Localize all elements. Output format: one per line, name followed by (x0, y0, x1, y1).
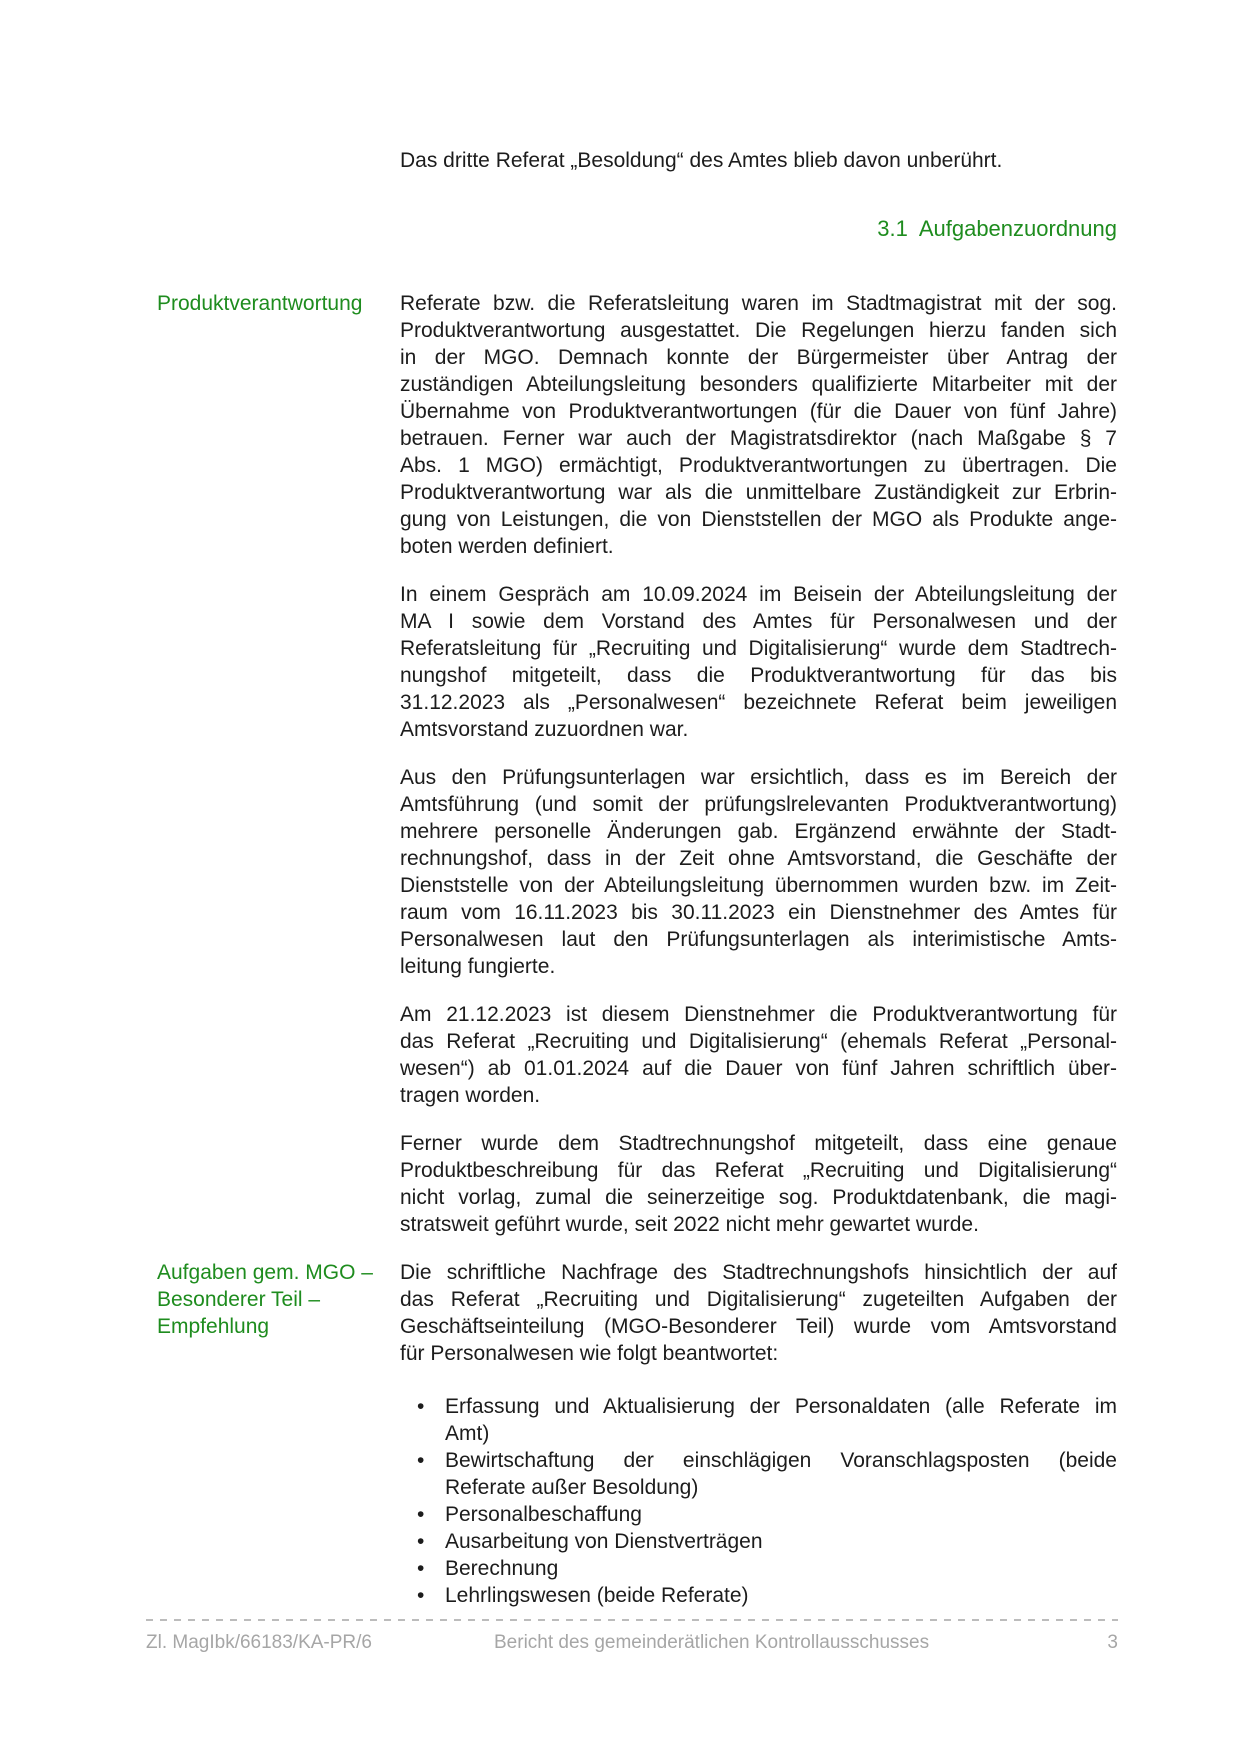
text-line: Personalwesen laut den Prüfungsunterlagen als interimistische Amts- (400, 928, 1117, 951)
footer-divider (146, 1619, 1118, 1621)
text-line: wesen“) ab 01.01.2024 auf die Dauer von fünf Jahren schriftlich über- (400, 1057, 1117, 1080)
bullet-item (400, 1393, 1117, 1447)
text-line: Erfassung und Aktualisierung der Personaldaten (alle Referate im (445, 1395, 1117, 1418)
text-line: Amtsvorstand zuzuordnen war. (400, 718, 689, 741)
page-footer (146, 1619, 1118, 1654)
text-line: Geschäftseinteilung (MGO-Besonderer Teil) wurde vom Amtsvorstand (400, 1315, 1117, 1338)
bullet-item (400, 1447, 1117, 1501)
text-line: raum vom 16.11.2023 bis 30.11.2023 ein Dienstnehmer des Amtes für (400, 901, 1117, 924)
text-line: Produktverantwortung ausgestattet. Die Regelungen hierzu fanden sich (400, 319, 1117, 342)
body-paragraph (400, 1130, 1117, 1238)
text-line: Amt) (445, 1422, 490, 1445)
text-line: Referate bzw. die Referatsleitung waren im Stadtmagistrat mit der sog. (400, 292, 1117, 315)
bullet-item (400, 1528, 1117, 1555)
margin-label-line: Besonderer Teil – (157, 1288, 321, 1311)
text-line: 31.12.2023 als „Personalwesen“ bezeichnete Referat beim jeweiligen (400, 691, 1117, 714)
text-line: Ferner wurde dem Stadtrechnungshof mitgeteilt, dass eine genaue (400, 1132, 1117, 1155)
bullet-item (400, 1501, 1117, 1528)
bullet-icon: • (417, 1395, 425, 1418)
text-line: gung von Leistungen, die von Dienststellen der MGO als Produkte ange- (400, 508, 1117, 531)
text-line: Berechnung (445, 1557, 559, 1580)
text-line: Am 21.12.2023 ist diesem Dienstnehmer die Produktverantwortung für (400, 1003, 1117, 1026)
text-line: Amtsführung (und somit der prüfungslrelevanten Produktverantwortung) (400, 793, 1117, 816)
text-line: nicht vorlag, zumal die seinerzeitige sog. Produktdatenbank, die magi- (400, 1186, 1117, 1209)
text-line: Übernahme von Produktverantwortungen (für die Dauer von fünf Jahre) (400, 400, 1117, 423)
body-paragraph (400, 1001, 1117, 1109)
body-paragraph (157, 290, 1117, 560)
text-line: Bewirtschaftung der einschlägigen Voranschlagsposten (beide (445, 1449, 1117, 1472)
footer-title: Bericht des gemeinderätlichen Kontrollausschusses (494, 1632, 930, 1653)
text-line: Referate außer Besoldung) (445, 1476, 699, 1499)
text-line: das Referat „Recruiting und Digitalisierung“ zugeteilten Aufgaben der (400, 1288, 1117, 1311)
bullet-icon: • (417, 1557, 425, 1580)
text-line: Aus den Prüfungsunterlagen war ersichtlich, dass es im Bereich der (400, 766, 1117, 789)
footer-row (146, 1631, 1118, 1654)
margin-label-line: Aufgaben gem. MGO – (157, 1261, 373, 1284)
bullet-icon: • (417, 1584, 425, 1607)
section-heading: 3.1 Aufgabenzuordnung (877, 216, 1117, 241)
text-line: Abs. 1 MGO) ermächtigt, Produktverantwortungen zu übertragen. Die (400, 454, 1117, 477)
text-line: Lehrlingswesen (beide Referate) (445, 1584, 749, 1607)
text-line: MA I sowie dem Vorstand des Amtes für Personalwesen und der (400, 610, 1117, 633)
bullet-icon: • (417, 1449, 425, 1472)
text-line: in der MGO. Demnach konnte der Bürgermeister über Antrag der (400, 346, 1117, 369)
margin-label-line: Empfehlung (157, 1315, 270, 1338)
margin-label-line: Produktverantwortung (157, 292, 363, 315)
text-line: Produktverantwortung war als die unmittelbare Zuständigkeit zur Erbrin- (400, 481, 1117, 504)
intro-paragraph: Das dritte Referat „Besoldung“ des Amtes blieb davon unberührt. (400, 149, 1003, 172)
text-line: stratsweit geführt wurde, seit 2022 nicht mehr gewartet wurde. (400, 1213, 979, 1236)
margin-label (157, 1259, 382, 1340)
text-line: Die schriftliche Nachfrage des Stadtrechnungshofs hinsichtlich der auf (400, 1261, 1117, 1284)
bullet-icon: • (417, 1530, 425, 1553)
text-line: Ausarbeitung von Dienstverträgen (445, 1530, 763, 1553)
text-line: In einem Gespräch am 10.09.2024 im Beisein der Abteilungsleitung der (400, 583, 1117, 606)
text-line: rechnungshof, dass in der Zeit ohne Amtsvorstand, die Geschäfte der (400, 847, 1117, 870)
text-line: Personalbeschaffung (445, 1503, 642, 1526)
footer-reference-number: Zl. MagIbk/66183/KA-PR/6 (146, 1632, 372, 1653)
body-paragraph (400, 764, 1117, 980)
text-line: nungshof mitgeteilt, dass die Produktverantwortung für das bis (400, 664, 1117, 687)
footer-page-number: 3 (1107, 1632, 1118, 1653)
text-line: tragen worden. (400, 1084, 541, 1107)
text-line: mehrere personelle Änderungen gab. Ergänzend erwähnte der Stadt- (400, 820, 1117, 843)
text-line: Produktbeschreibung für das Referat „Recruiting und Digitalisierung“ (400, 1159, 1117, 1182)
text-line: leitung fungierte. (400, 955, 556, 978)
document-body (157, 147, 1117, 1609)
bullet-item (400, 1555, 1117, 1582)
margin-label (157, 290, 382, 317)
text-line: betrauen. Ferner war auch der Magistratsdirektor (nach Maßgabe § 7 (400, 427, 1117, 450)
body-paragraph (157, 1259, 1117, 1367)
text-line: boten werden definiert. (400, 535, 614, 558)
content-blocks (157, 290, 1117, 1609)
bullet-item (400, 1582, 1117, 1609)
text-line: das Referat „Recruiting und Digitalisierung“ (ehemals Referat „Personal- (400, 1030, 1117, 1053)
bullet-list (400, 1393, 1117, 1609)
body-paragraph (400, 581, 1117, 743)
text-line: Dienststelle von der Abteilungsleitung übernommen wurden bzw. im Zeit- (400, 874, 1117, 897)
bullet-icon: • (417, 1503, 425, 1526)
text-line: Referatsleitung für „Recruiting und Digitalisierung“ wurde dem Stadtrech- (400, 637, 1117, 660)
text-line: für Personalwesen wie folgt beantwortet: (400, 1342, 779, 1365)
text-line: zuständigen Abteilungsleitung besonders qualifizierte Mitarbeiter mit der (400, 373, 1117, 396)
